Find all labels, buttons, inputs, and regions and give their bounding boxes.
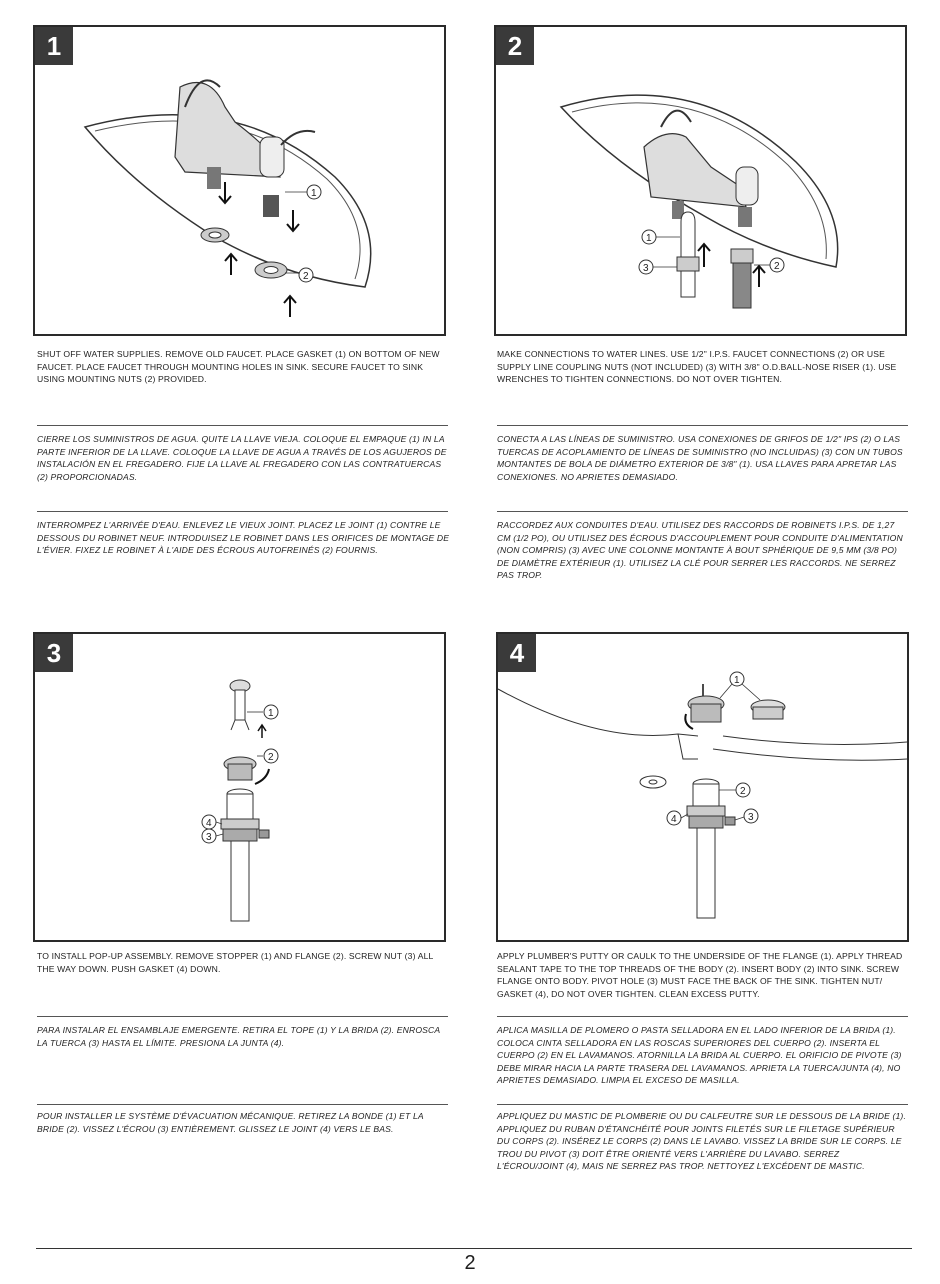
step-2-illustration [494, 25, 907, 336]
step-3-text-en: TO INSTALL POP-UP ASSEMBLY. REMOVE STOPPER (1) AND FLANGE (2). SCREW NUT (3) ALL THE WAY DOWN. PUSH GASKET (4) DOWN. [37, 951, 434, 974]
step-4-illustration [496, 632, 909, 942]
step-4-text-en: APPLY PLUMBER'S PUTTY OR CAULK TO THE UNDERSIDE OF THE FLANGE (1). APPLY THREAD SEALANT TAPE TO THE TOP THREADS OF THE BODY (2). INSERT BODY (2) INTO SINK. SCREW FLANGE ONTO BODY. PIVOT HOLE (3) MUST FACE THE BACK OF THE SINK. TIGHTEN NUT/ GASKET (4), DO NOT OVER TIGHTEN. CLEAN EXCESS PUTTY. [497, 951, 903, 999]
water-line-connection-drawing [496, 27, 905, 334]
footer-rule [36, 1248, 912, 1249]
step-4-callout-1: 1 [734, 675, 740, 686]
step-3-illustration [33, 632, 446, 942]
step-1-callout-1: 1 [311, 188, 317, 199]
step-2-callout-2: 2 [774, 261, 780, 272]
step-3-text-es: PARA INSTALAR EL ENSAMBLAJE EMERGENTE. RETIRA EL TOPE (1) Y LA BRIDA (2). ENROSCA LA TUERCA (3) HASTA EL LÍMITE. PRESIONA LA JUNTA (4). [37, 1025, 440, 1048]
step-2-callout-3: 3 [643, 263, 649, 274]
step-4-number-badge: 4 [498, 634, 536, 672]
step-4-callout-3: 3 [748, 812, 754, 823]
page-number: 2 [464, 1252, 476, 1274]
step-1-number-badge: 1 [35, 27, 73, 65]
faucet-installation-drawing [35, 27, 444, 334]
step-1-illustration [33, 25, 446, 336]
step-3-callout-2: 2 [268, 752, 274, 763]
step-2-callout-1: 1 [646, 233, 652, 244]
step-3-callout-3: 3 [206, 832, 212, 843]
pop-up-assembly-drawing [35, 634, 444, 940]
step-4-text-fr: APPLIQUEZ DU MASTIC DE PLOMBERIE OU DU CALFEUTRE SUR LE DESSOUS DE LA BRIDE (1). APPLIQUEZ DU RUBAN D'ÉTANCHÉITÉ POUR JOINTS FILETÉS SUR LE FILETAGE SUPÉRIEUR DU CORPS (2). INSÉREZ LE CORPS (2) DANS LE LAVABO. VISSEZ LA BRIDE SUR LE CORPS. LE TROU DU PIVOT (3) DOIT ÊTRE ORIENTÉ VERS L'ARRIÈRE DU LAVABO. SERREZ L'ÉCROU/JOINT (4), MAIS NE SERREZ PAS TROP. NETTOYEZ L'EXCÉDENT DE MASTIC. [497, 1111, 906, 1171]
step-1-callout-2: 2 [303, 271, 309, 282]
step-1-text-fr: INTERROMPEZ L'ARRIVÉE D'EAU. ENLEVEZ LE VIEUX JOINT. PLACEZ LE JOINT (1) CONTRE LE DESSOUS DU ROBINET NEUF. INTRODUISEZ LE ROBINET DANS LES ORIFICES DE MONTAGE DE L'ÉVIER. FIXEZ LE ROBINET À L'AIDE DES ÉCROUS AUTOFREINÉS (2) FOURNIS. [37, 520, 450, 555]
step-2-number-badge: 2 [496, 27, 534, 65]
step-1-text-en: SHUT OFF WATER SUPPLIES. REMOVE OLD FAUCET. PLACE GASKET (1) ON BOTTOM OF NEW FAUCET. PLACE FAUCET THROUGH MOUNTING HOLES IN SINK. SECURE FAUCET TO SINK USING MOUNTING NUTS (2) PROVIDED. [37, 349, 440, 384]
step-2-text-en: MAKE CONNECTIONS TO WATER LINES. USE 1/2" I.P.S. FAUCET CONNECTIONS (2) OR USE SUPPLY LINE COUPLING NUTS (NOT INCLUDED) (3) WITH 3/8" O.D.BALL-NOSE RISER (1). USE WRENCHES TO TIGHTEN CONNECTIONS. DO NOT OVER TIGHTEN. [497, 349, 897, 384]
step-1-text-es: CIERRE LOS SUMINISTROS DE AGUA. QUITE LA LLAVE VIEJA. COLOQUE EL EMPAQUE (1) IN LA PARTE INFERIOR DE LA LLAVE. COLOQUE LA LLAVE DE AGUA A TRAVÉS DE LOS AGUJEROS DE INSTALACIÓN EN EL FREGADERO. FIJE LA LLAVE AL FREGADERO CON LAS CONTRATUERCAS (2) PROPORCIONADAS. [37, 434, 447, 482]
drain-installation-drawing [498, 634, 907, 940]
step-3-text-fr: POUR INSTALLER LE SYSTÈME D'ÉVACUATION MÉCANIQUE. RETIREZ LA BONDE (1) ET LA BRIDE (2). VISSEZ L'ÉCROU (3) ENTIÈREMENT. GLISSEZ LE JOINT (4) VERS LE BAS. [37, 1111, 424, 1134]
step-3-callout-1: 1 [268, 708, 274, 719]
step-3-number-badge: 3 [35, 634, 73, 672]
step-3-callout-4: 4 [206, 818, 212, 829]
step-4-text-es: APLICA MASILLA DE PLOMERO O PASTA SELLADORA EN EL LADO INFERIOR DE LA BRIDA (1). COLOCA CINTA SELLADORA EN LAS ROSCAS SUPERIORES DEL CUERPO (2). INSERTA EL CUERPO (2) EN EL LAVAMANOS. ATORNILLA LA BRIDA AL CUERPO. EL ORIFICIO DE PIVOTE (3) DEBE MIRAR HACIA LA PARTE TRASERA DEL LAVAMANOS. APRIETA LA TUERCA/JUNTA (4), NO APRIETES DEMASIADO. LIMPIA EL EXCESO DE MASILLA. [497, 1025, 902, 1085]
step-2-text-fr: RACCORDEZ AUX CONDUITES D'EAU. UTILISEZ DES RACCORDS DE ROBINETS I.P.S. DE 1,27 CM (1/2 PO), OU UTILISEZ DES ÉCROUS D'ACCOUPLEMENT POUR CONDUITE D'ALIMENTATION (NON COMPRIS) (3) AVEC UNE COLONNE MONTANTE À BOUT SPHÉRIQUE DE 9,5 MM (3/8 PO) DE DIAMÈTRE EXTÉRIEUR (1). UTILISEZ LA CLÉ POUR SERRER LES RACCORDS. NE SERREZ PAS TROP. [497, 520, 903, 580]
step-4-callout-2: 2 [740, 786, 746, 797]
step-2-text-es: CONECTA A LAS LÍNEAS DE SUMINISTRO. USA CONEXIONES DE GRIFOS DE 1/2" IPS (2) O LAS TUERCAS DE ACOPLAMIENTO DE LÍNEAS DE SUMINISTRO (NO INCLUIDAS) (3) CON UN TUBOS MONTANTES DE BOLA DE DIÁMETRO EXTERIOR DE 3/8" (1). USA LLAVES PARA APRETAR LAS CONEXIONES. NO APRIETES DEMASIADO. [497, 434, 903, 482]
step-4-callout-4: 4 [671, 814, 677, 825]
